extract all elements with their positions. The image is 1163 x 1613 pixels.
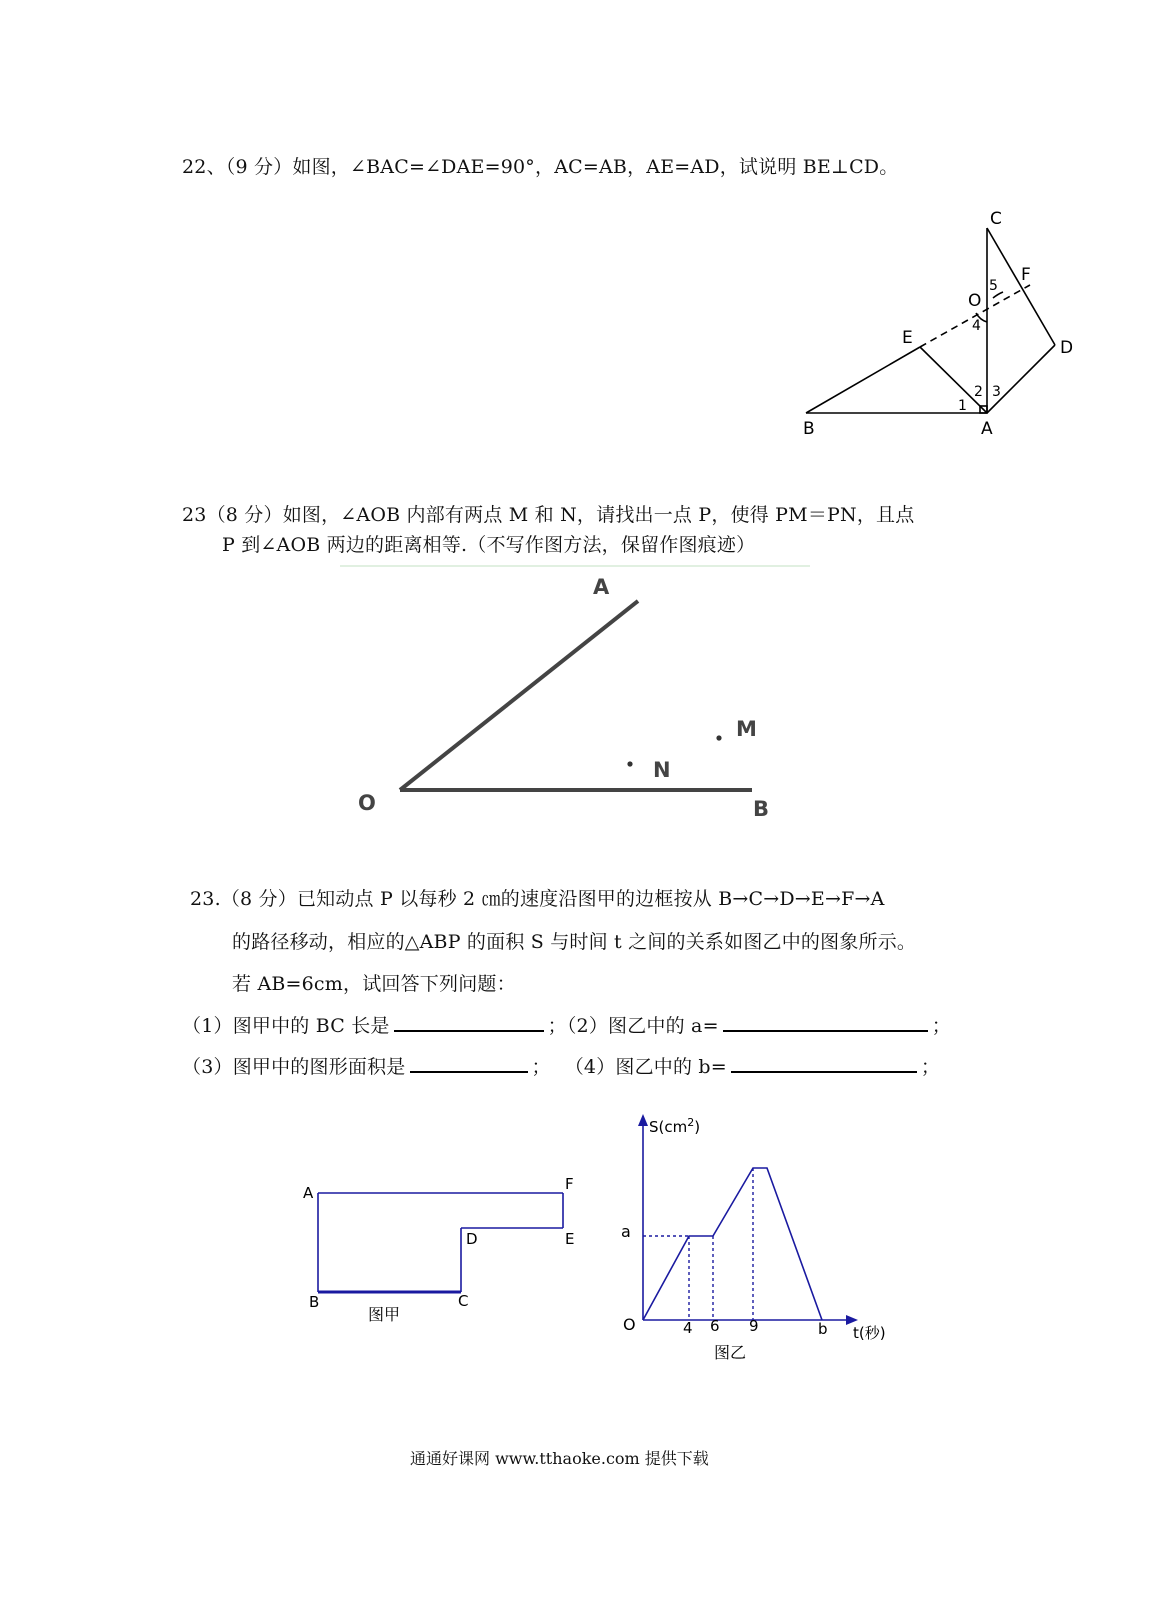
q23a-figure [340, 562, 815, 832]
yi-xlabel: t(秒) [853, 1324, 886, 1342]
q23a-label-n: N [653, 758, 671, 782]
page-footer: 通通好课网 www.tthaoke.com 提供下载 [410, 1449, 709, 1468]
q23a-line2: P 到∠AOB 两边的距离相等.（不写作图方法，保留作图痕迹） [222, 534, 756, 556]
q23b-line3: 若 AB=6cm，试回答下列问题： [232, 973, 516, 995]
q23a-label-o: O [358, 791, 376, 815]
jia-label-e: E [565, 1230, 575, 1248]
q22-label-2: 2 [974, 384, 983, 400]
q22-label-d: D [1060, 338, 1074, 358]
q22-label-3: 3 [992, 384, 1001, 400]
answer-blank-a[interactable] [723, 1012, 928, 1032]
answer-blank-b[interactable] [731, 1053, 917, 1073]
q23b-sub4-end: ； [920, 1056, 941, 1078]
q23a-label-b: B [753, 797, 770, 821]
yi-caption: 图乙 [714, 1343, 747, 1362]
jia-label-f: F [565, 1175, 574, 1193]
yi-ylabel: $S(cm^2)$ [649, 1116, 701, 1136]
q23a-label-a: A [593, 575, 610, 599]
q23b-subquestions-row2 [182, 1052, 940, 1079]
yi-tick-6: 6 [710, 1317, 720, 1335]
q22-label-a: A [981, 419, 993, 439]
q23b-sub1: （1）图甲中的 BC 长是 [182, 1015, 390, 1037]
q23b-sub3-end: ； [531, 1056, 551, 1078]
q22-text: 22、（9 分）如图，∠BAC=∠DAE=90°，AC=AB，AE=AD，试说明 BE⊥CD。 [182, 156, 899, 178]
point-m [716, 735, 721, 740]
q22-label-1: 1 [958, 398, 967, 414]
q22-label-4: 4 [972, 318, 981, 334]
q23b-sub2: （2）图乙中的 a= [566, 1015, 719, 1037]
q23b-sub3: （3）图甲中的图形面积是 [182, 1056, 406, 1078]
point-n [627, 761, 632, 766]
answer-blank-area[interactable] [410, 1053, 528, 1073]
fig-yi [615, 1108, 905, 1368]
yi-tick-9: 9 [749, 1317, 759, 1335]
jia-label-c: C [458, 1292, 469, 1310]
q22-label-5: 5 [989, 278, 998, 294]
q22-figure [790, 200, 1090, 445]
q22-label-o: O [968, 291, 982, 311]
jia-caption: 图甲 [368, 1305, 401, 1324]
q22-label-e: E [902, 328, 913, 348]
q23b-sub2-end: ； [931, 1015, 951, 1037]
q23a-label-m: M [736, 717, 757, 741]
answer-blank-bc[interactable] [394, 1012, 544, 1032]
q23b-sub4: （4）图乙中的 b= [564, 1056, 727, 1078]
q22-label-f: F [1021, 265, 1031, 285]
yi-origin: O [623, 1315, 636, 1334]
jia-label-a: A [303, 1184, 314, 1202]
q23b-line1: 23.（8 分）已知动点 P 以每秒 2 ㎝的速度沿图甲的边框按从 B→C→D→E→F→A [190, 888, 885, 910]
jia-label-d: D [466, 1230, 478, 1248]
q23b-line2: 的路径移动，相应的△ABP 的面积 S 与时间 t 之间的关系如图乙中的图象所示。 [232, 931, 917, 953]
jia-label-b: B [309, 1293, 320, 1311]
q23b-subquestions-row1 [182, 1011, 951, 1038]
q22-label-c: C [990, 209, 1002, 229]
yi-tick-4: 4 [683, 1319, 693, 1337]
yi-a-label: a [621, 1222, 631, 1241]
q22-label-b: B [803, 419, 815, 439]
yi-tick-b: b [818, 1320, 828, 1338]
q23b-sub1-end: ； [547, 1015, 567, 1037]
q23a-line1: 23（8 分）如图，∠AOB 内部有两点 M 和 N，请找出一点 P，使得 PM＝PN，且点 [182, 504, 915, 526]
fig-jia [295, 1170, 595, 1340]
